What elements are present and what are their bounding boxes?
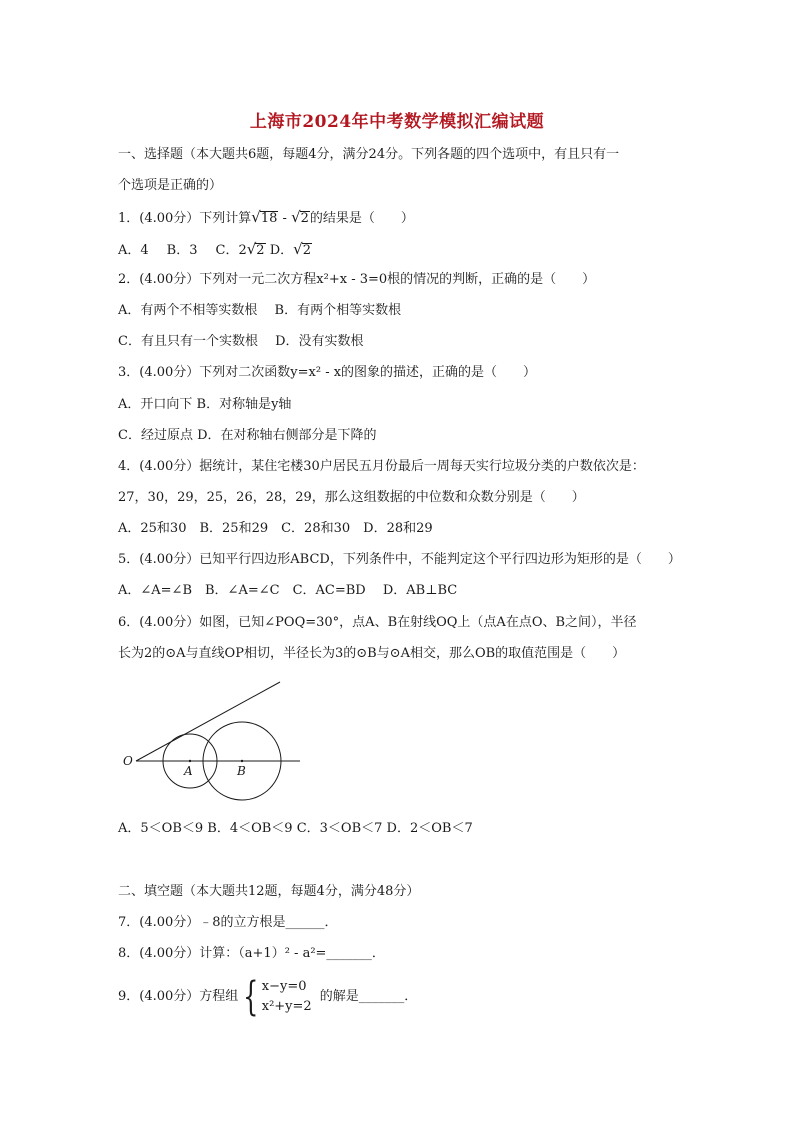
question-3-options-row2: C．经过原点 D．在对称轴右侧部分是下降的 (118, 428, 377, 443)
q1-suffix: 的结果是（ ） (309, 211, 414, 226)
q9-equation-2: x²+y=2 (261, 999, 312, 1014)
sqrt-sign: √ (293, 240, 303, 258)
question-3-options-row1: A．开口向下 B．对称轴是y轴 (118, 397, 292, 412)
sqrt-sign: √ (251, 208, 261, 226)
q1-option-d-radicand: 2 (302, 243, 311, 258)
question-6-stem-line1: 6．(4.00分）如图，已知∠POQ=30°，点A、B在射线OQ上（点A在点O、B之间），半径 (118, 615, 637, 630)
question-4-stem-line1: 4．(4.00分）据统计，某住宅楼30户居民五月份最后一周每天实行垃圾分类的户数依次是： (118, 459, 645, 474)
q1-option-c-prefix: C．2 (215, 243, 247, 258)
question-6-stem-line2: 长为2的⊙A与直线OP相切，半径长为3的⊙B与⊙A相交，那么OB的取值范围是（ ） (118, 646, 626, 661)
question-4-stem-line2: 27，30，29，25，26，28，29，那么这组数据的中位数和众数分别是（ ） (118, 490, 585, 505)
q1-radicand-2: 2 (300, 211, 309, 226)
q9-equation-1: x−y=0 (261, 979, 307, 994)
section1-heading-line2: 个选项是正确的） (118, 178, 223, 193)
center-a-dot (189, 760, 191, 762)
question-2-stem: 2．(4.00分）下列对一元二次方程x²+x - 3=0根的情况的判断，正确的是（ ） (118, 272, 596, 287)
label-b: B (237, 764, 246, 778)
geometry-figure (118, 678, 318, 803)
q9-suffix: 的解是_______． (319, 989, 418, 1004)
q1-minus: - (278, 211, 292, 226)
ray-op (136, 682, 280, 761)
question-1-stem (118, 208, 414, 228)
label-a: A (184, 764, 193, 778)
question-5-options: A．∠A=∠B B．∠A=∠C C．AC=BD D．AB⊥BC (118, 583, 458, 598)
question-9 (118, 976, 417, 1018)
equation-system (238, 974, 312, 1020)
q1-option-a: A．4 (118, 243, 149, 258)
label-o: O (123, 754, 133, 768)
q1-prefix: 1．(4.00分）下列计算 (118, 211, 252, 226)
sqrt-sign: √ (291, 208, 301, 226)
question-8: 8．(4.00分）计算：（a+1）² - a²=_______． (118, 946, 385, 961)
question-2-options-row1: A．有两个不相等实数根 B．有两个相等实数根 (118, 303, 402, 318)
page-title: 上海市2024年中考数学模拟汇编试题 (249, 112, 545, 132)
question-2-options-row2: C．有且只有一个实数根 D．没有实数根 (118, 334, 364, 349)
q1-option-b: B．3 (166, 243, 198, 258)
section2-heading: 二、填空题（本大题共12题，每题4分，满分48分） (118, 884, 420, 899)
question-4-options: A．25和30 B．25和29 C．28和30 D．28和29 (118, 521, 433, 536)
sqrt-sign: √ (246, 240, 257, 258)
question-3-stem: 3．(4.00分）下列对二次函数y=x² - x的图象的描述，正确的是（ ） (118, 365, 537, 380)
q1-radicand-1: 18 (260, 211, 278, 226)
brace-symbol: { (243, 974, 259, 1020)
question-1-options (118, 240, 312, 260)
center-b-dot (241, 760, 243, 762)
q9-prefix: 9．(4.00分）方程组 (118, 989, 239, 1004)
question-7: 7．(4.00分）﹣8的立方根是______． (118, 915, 338, 930)
q1-option-c-radicand: 2 (256, 243, 265, 258)
section1-heading-line1: 一、选择题（本大题共6题，每题4分，满分24分。下列各题的四个选项中，有且只有一 (118, 147, 620, 162)
question-6-options: A．5＜OB＜9 B．4＜OB＜9 C．3＜OB＜7 D．2＜OB＜7 (118, 821, 473, 836)
q1-option-d-prefix: D． (269, 243, 294, 258)
question-5-stem: 5．(4.00分）已知平行四边形ABCD，下列条件中，不能判定这个平行四边形为矩形的是（ ） (118, 552, 681, 567)
